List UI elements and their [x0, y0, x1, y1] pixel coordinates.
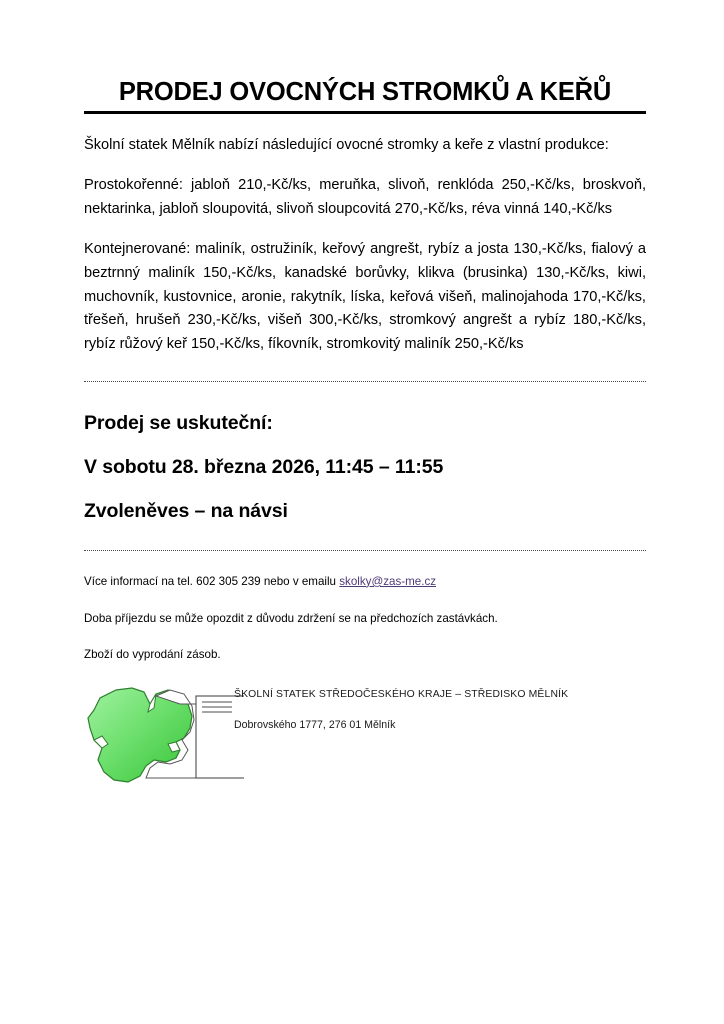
paragraph-bare-root: Prostokořenné: jabloň 210,-Kč/ks, meruňka, slivoň, renklóda 250,-Kč/ks, broskvoň, nektarinka, jabloň sloupovitá, slivoň sloupcovitá 270,-Kč/ks, réva vinná 140,-Kč/ks — [84, 177, 646, 217]
contact-note-text: Více informací na tel. 602 305 239 nebo v emailu — [84, 574, 340, 588]
organization-footer — [84, 682, 646, 790]
organization-text-block — [234, 688, 634, 732]
delay-note: Doba příjezdu se může opozdit z důvodu zdržení se na předchozích zastávkách. — [84, 611, 498, 625]
page-title: PRODEJ OVOCNÝCH STROMKŮ A KEŘŮ — [118, 78, 612, 106]
contact-note — [84, 552, 646, 591]
document-content — [84, 0, 646, 790]
intro-paragraph: Školní statek Mělník nabízí následující ovocné stromky a keře z vlastní produkce: — [84, 136, 609, 153]
event-datetime: V sobotu 28. března 2026, 11:45 – 11:55 — [84, 456, 444, 479]
organization-address: Dobrovského 1777, 276 01 Mělník — [234, 718, 396, 731]
event-location: Zvoleněves – na návsi — [84, 500, 288, 523]
organization-name: ŠKOLNÍ STATEK STŘEDOČESKÉHO KRAJE – STŘEDISKO MĚLNÍK — [234, 689, 569, 701]
stock-note: Zboží do vyprodání zásob. — [84, 648, 221, 662]
event-details — [84, 383, 646, 524]
paragraph-containerized: Kontejnerované: maliník, ostružiník, keřový angrešt, rybíz a josta 130,-Kč/ks, fialový a beztrnný maliník 150,-Kč/ks, kanadské borůvky, klikva (brusinka) 130,-Kč/ks, kiwi, muchovník, kustovnice, aronie, rakytník, líska, keřová višeň, malinojahoda 170,-Kč/ks, třešeň, hrušeň 230,-Kč/ks, višeň 300,-Kč/ks, stromkový angrešt a rybíz 180,-Kč/ks, rybíz růžový keř 150,-Kč/ks, fíkovník, stromkovitý maliník 250,-Kč/ks — [84, 241, 646, 353]
organization-logo-icon — [84, 682, 244, 788]
email-link[interactable]: skolky@zas-me.cz — [339, 574, 437, 588]
event-heading: Prodej se uskuteční: — [84, 411, 273, 434]
